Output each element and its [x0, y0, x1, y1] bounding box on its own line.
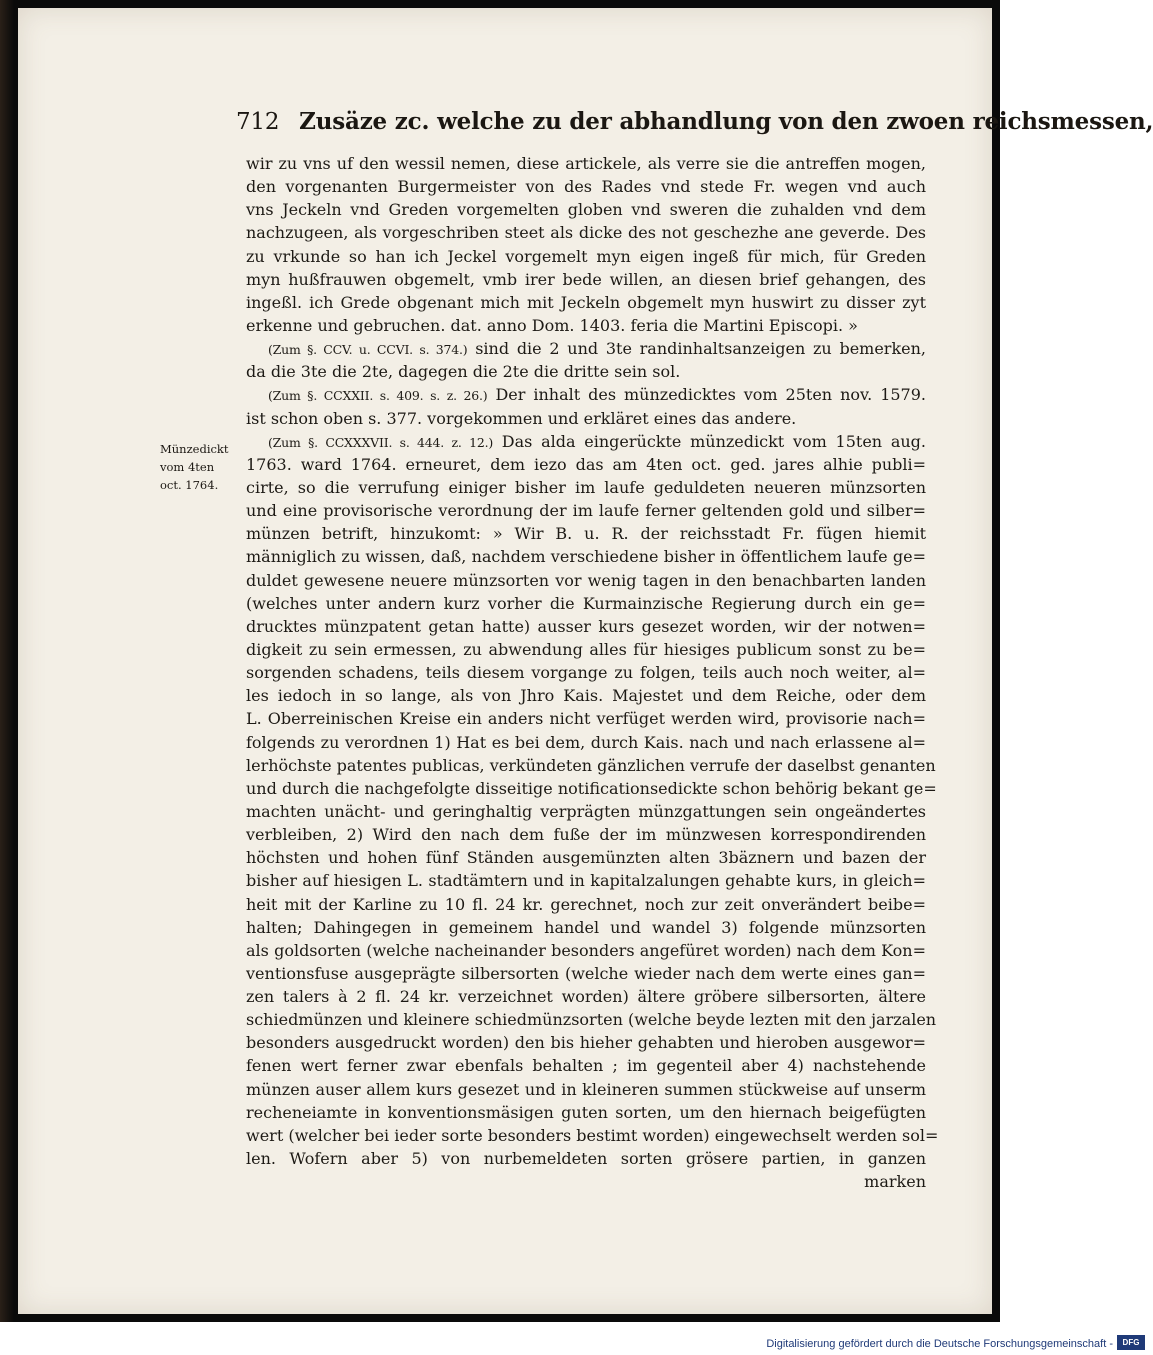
text-line: ist schon oben s. 377. vorgekommen und erkläret eines das andere.: [246, 408, 797, 428]
page-header: [236, 108, 1153, 148]
margin-note-line: Münzedickt: [160, 442, 229, 456]
text-line: münzen auser allem kurs gesezet und in kleineren summen stückweise auf unserm: [246, 1079, 926, 1099]
inline-citation: (Zum §. CCXXII. s. 409. s. z. 26.): [268, 388, 488, 404]
text-line: und eine provisorische verordnung der im laufe ferner geltenden gold und silber=: [246, 501, 926, 521]
text-line: (Zum §. CCXXII. s. 409. s. z. 26.) Der inhalt des münzedicktes vom 25ten nov. 1579.: [268, 385, 926, 405]
text-line: (welches unter andern kurz vorher die Kurmainzische Regierung durch ein ge=: [246, 593, 926, 613]
text-line: fenen wert ferner zwar ebenfals behalten ; im gegenteil aber 4) nachstehende: [246, 1056, 926, 1076]
text-line: (Zum §. CCV. u. CCVI. s. 374.) sind die 2 und 3te randinhaltsanzeigen zu bemerken,: [268, 339, 927, 359]
text-line: münzen betrift, hinzukomt: » Wir B. u. R. der reichsstadt Fr. fügen hiemit: [246, 524, 926, 544]
text-line: da die 3te die 2te, dagegen die 2te die dritte sein sol.: [246, 362, 681, 382]
funding-credit: Digitalisierung gefördert durch die Deutsche Forschungsgemeinschaft -: [766, 1338, 1113, 1350]
text-line: lerhöchste patentes publicas, verkündeten gänzlichen verrufe der daselbst genanten: [246, 755, 936, 775]
running-head: Zusäze zc. welche zu der abhandlung von den zwoen reichsmessen,: [299, 108, 1153, 135]
text-line: und durch die nachgefolgte disseitige notificationsedickte schon behörig bekant ge=: [246, 778, 937, 798]
text-line: zen talers à 2 fl. 24 kr. verzeichnet worden) ältere gröbere silbersorten, ältere: [246, 987, 926, 1007]
text-line: wir zu vns uf den wessil nemen, diese artickele, als verre sie die antreffen mogen,: [246, 154, 926, 173]
text-line: bisher auf hiesigen L. stadtämtern und in kapitalzalungen gehabte kurs, in gleich=: [246, 871, 926, 891]
text-line: erkenne und gebruchen. dat. anno Dom. 1403. feria die Martini Episcopi. »: [246, 315, 858, 335]
dfg-logo-icon: DFG: [1117, 1335, 1145, 1350]
text-line: len. Wofern aber 5) von nurbemeldeten sorten grösere partien, in ganzen: [246, 1149, 926, 1169]
text-line: (Zum §. CCXXXVII. s. 444. z. 12.) Das alda eingerückte münzedickt vom 15ten aug.: [268, 431, 926, 451]
text-line: digkeit zu sein ermessen, zu abwendung alles für hiesiges publicum sonst zu be=: [246, 639, 926, 659]
text-line: les iedoch in so lange, als von Jhro Kais. Majestet und dem Reiche, oder dem: [246, 686, 926, 706]
text-line: 1763. ward 1764. erneuret, dem iezo das am 4ten oct. ged. jares alhie publi=: [246, 454, 926, 474]
text-line: vns Jeckeln vnd Greden vorgemelten globen vnd sweren die zuhalden vnd dem: [246, 200, 926, 220]
text-line: zu vrkunde so han ich Jeckel vorgemelt myn eigen ingeß für mich, für Greden: [246, 246, 926, 266]
text-line: besonders ausgedruckt worden) den bis hieher gehabten und hieroben ausgewor=: [246, 1033, 926, 1053]
text-line: duldet gewesene neuere münzsorten vor wenig tagen in den benachbarten landen: [246, 570, 926, 590]
text-line: wert (welcher bei ieder sorte besonders bestimt worden) eingewechselt werden sol=: [246, 1125, 939, 1145]
margin-note-line: oct. 1764.: [160, 478, 219, 492]
text-line: L. Oberreinischen Kreise ein anders nicht verfüget werden wird, provisorie nach=: [246, 709, 926, 729]
text-line: drucktes münzpatent getan hatte) ausser kurs gesezet worden, wir der notwen=: [246, 616, 926, 636]
inline-citation: (Zum §. CCXXXVII. s. 444. z. 12.): [268, 434, 494, 450]
catchword: marken: [864, 1172, 926, 1192]
text-line: verbleiben, 2) Wird den nach dem fuße der im münzwesen korrespondirenden: [246, 825, 926, 845]
text-line: halten; Dahingegen in gemeinem handel und wandel 3) folgende münzsorten: [246, 917, 926, 937]
text-line: ingeßl. ich Grede obgenant mich mit Jeckeln obgemelt myn huswirt zu disser zyt: [246, 292, 926, 312]
page-number: 712: [236, 109, 280, 135]
inline-citation: (Zum §. CCV. u. CCVI. s. 374.): [268, 342, 468, 358]
text-line: recheneiamte in konventionsmäsigen guten sorten, um den hiernach beigefügten: [246, 1102, 926, 1122]
text-line: nachzugeen, als vorgeschriben steet als dicke des not geschezhe ane geverde. Des: [246, 223, 926, 243]
text-line: männiglich zu wissen, daß, nachdem verschiedene bisher in öffentlichem laufe ge=: [246, 547, 926, 567]
text-line: folgends zu verordnen 1) Hat es bei dem, durch Kais. nach und nach erlassene al=: [246, 732, 926, 752]
text-line: cirte, so die verrufung einiger bisher im laufe geduldeten neueren münzsorten: [246, 477, 926, 497]
text-line: machten unächt- und geringhaltig verprägten münzgattungen sein ongeändertes: [246, 801, 926, 821]
text-line: den vorgenanten Burgermeister von des Rades vnd stede Fr. wegen vnd auch: [246, 177, 926, 197]
margin-note-line: vom 4ten: [160, 460, 215, 474]
body-text: [246, 152, 939, 1193]
text-line: schiedmünzen und kleinere schiedmünzsorten (welche beyde lezten mit den jarzalen: [246, 1010, 937, 1030]
text-line: als goldsorten (welche nacheinander besonders angefüret worden) nach dem Kon=: [246, 940, 926, 960]
text-line: heit mit der Karline zu 10 fl. 24 kr. gerechnet, noch zur zeit onverändert beibe=: [246, 894, 926, 914]
text-line: höchsten und hohen fünf Ständen ausgemünzten alten 3bäznern und bazen der: [246, 848, 926, 868]
text-line: ventionsfuse ausgeprägte silbersorten (welche wieder nach dem werte eines gan=: [246, 963, 926, 983]
margin-note: [160, 440, 240, 494]
text-line: sorgenden schadens, teils diesem vorgange zu folgen, teils auch noch weiter, al=: [246, 663, 926, 683]
scan-edge: [0, 0, 14, 1322]
text-line: myn hußfrauwen obgemelt, vmb irer bede willen, an diesen brief gehangen, des: [246, 269, 926, 289]
